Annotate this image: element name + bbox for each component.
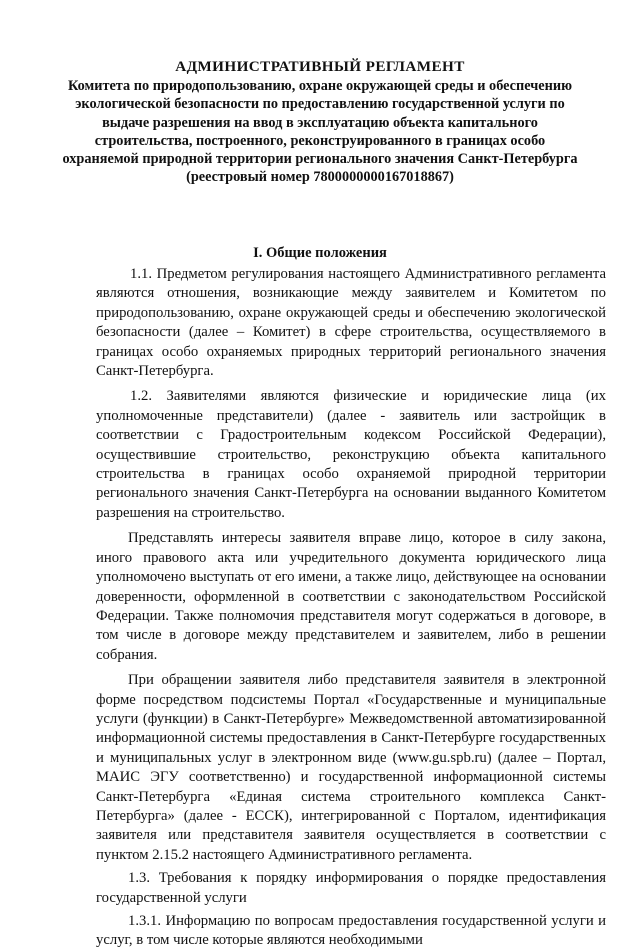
document-subtitle: Комитета по природопользованию, охране окружающей среды и обеспечению экологической безопасности по предоставлению государственной услуги по выдаче разрешения на ввод в эксплуатацию объекта капитального строительства, построенного, реконструированного в границах особо охраняемой природной территории регионального значения Санкт-Петербурга (62, 78, 578, 168)
document-header (60, 58, 580, 186)
paragraph-electronic-request: При обращении заявителя либо представителя заявителя в электронной форме посредством подсистемы Портал «Государственные и муниципальные услуги (функции) в Санкт-Петербурге» Межведомственной автоматизированной информационной системы предоставления в Санкт-Петербурге государственных и муниципальных услуг в электронном виде (www.gu.spb.ru) (далее – Портал, МАИС ЭГУ соответственно) и государственной информационной системы Санкт-Петербурга «Единая система строительного комплекса Санкт-Петербурга» (далее - ЕССК), интегрированной с Порталом, идентификация заявителя или представителя заявителя осуществляется в соответствии с пунктом 2.15.2 настоящего Административного регламента. (96, 672, 606, 863)
section-heading: I. Общие положения (253, 245, 387, 261)
paragraph-representatives: Представлять интересы заявителя вправе лицо, которое в силу закона, иного правового акта или учредительного документа юридического лица уполномочено выступать от его имени, а также лицо, действующее на основании доверенности, оформленной в соответствии с законодательством Российской Федерации. Также полномочия представителя могут содержаться в договоре, в том числе в договоре между представителем и заявителем, либо в решении собрания. (96, 530, 606, 663)
registry-number: (реестровый номер 7800000000167018867) (186, 169, 454, 186)
paragraph-1-3: 1.3. Требования к порядку информирования о порядке предоставления государственной услуги (96, 870, 606, 906)
paragraph-1-3-1: 1.3.1. Информацию по вопросам предоставления государственной услуги и услуг, в том числе которые являются необходимыми (96, 913, 606, 949)
paragraph-1-2: 1.2. Заявителями являются физические и юридические лица (их уполномоченные представители) (далее - заявитель или застройщик в соответствии с Градостроительным кодексом Российской Федерации), осуществившие строительство, реконструкцию объекта капитального строительства в границах особо охраняемой природной территории регионального значения Санкт-Петербурга на основании выданного Комитетом разрешения на строительство. (96, 388, 606, 521)
paragraph-1-1: 1.1. Предметом регулирования настоящего Административного регламента являются отношения, возникающие между заявителем и Комитетом по природопользованию, охране окружающей среды и обеспечению экологической безопасности (далее – Комитет) в сфере строительства, осуществляемого в границах особо охраняемых природных территорий регионального значения Санкт-Петербурга. (96, 266, 606, 380)
document-title: АДМИНИСТРАТИВНЫЙ РЕГЛАМЕНТ (175, 58, 465, 75)
document-body (96, 265, 606, 952)
